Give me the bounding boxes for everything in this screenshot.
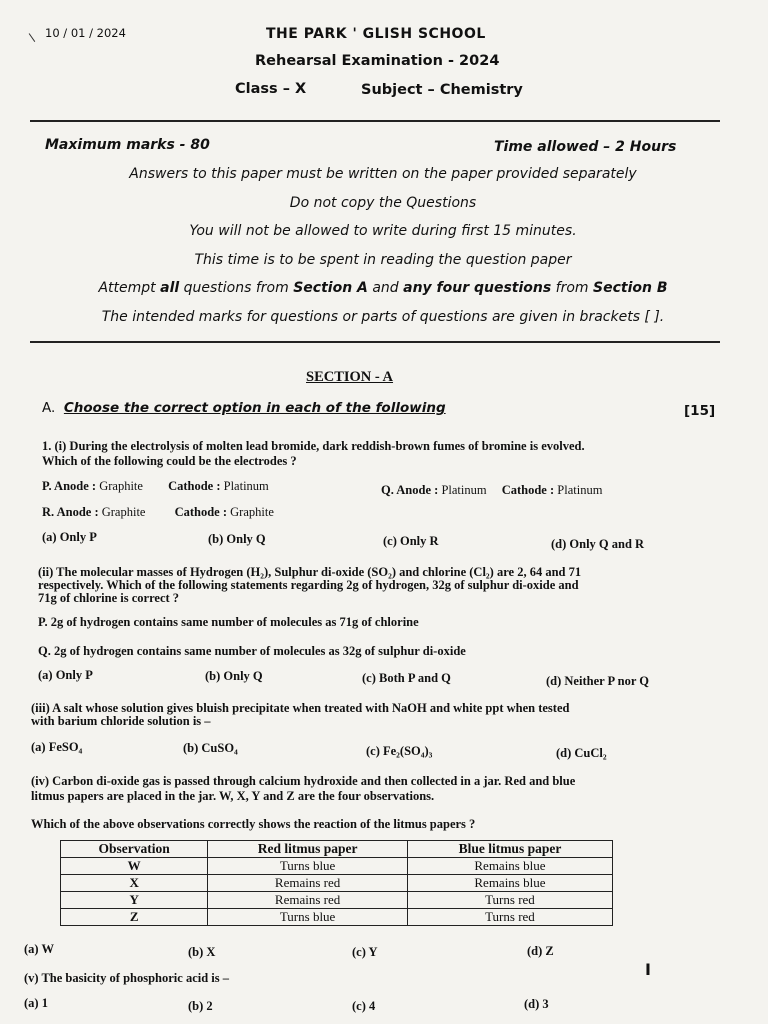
question-stem: litmus papers are placed in the jar. W, X, Y and Z are the four observations. [31, 789, 435, 803]
marks-note: The intended marks for questions or parts of questions are given in brackets [ ]. [101, 309, 665, 325]
column-header: Blue litmus paper [407, 841, 612, 858]
section-title: SECTION - A [306, 369, 394, 385]
option-d: (d) Only Q and R [551, 537, 645, 551]
option-c: (c) Fe₂(SO₄)₃ [366, 744, 433, 758]
margin-mark: I [645, 960, 651, 979]
instruction-line: Do not copy the Questions [289, 195, 477, 211]
option-c: (c) 4 [352, 999, 376, 1013]
question-stem: Which of the above observations correctly shows the reaction of the litmus papers ? [31, 817, 476, 831]
option-c: (c) Only R [383, 534, 439, 548]
max-marks: Maximum marks - 80 [45, 137, 210, 153]
option-b: (b) X [188, 945, 216, 959]
instruction-line: You will not be allowed to write during first 15 minutes. [189, 223, 577, 239]
electrode-pair-r: R. Anode : Graphite Cathode : Graphite [42, 505, 274, 519]
electrode-pair-p: P. Anode : Graphite Cathode : Platinum [42, 479, 269, 493]
table-cell: Turns red [407, 892, 612, 909]
school-name: THE PARK ' GLISH SCHOOL [266, 26, 486, 42]
statement-q: Q. 2g of hydrogen contains same number of molecules as 32g of sulphur di-oxide [38, 644, 466, 658]
table-cell: Remains red [208, 875, 408, 892]
table-cell: W [61, 858, 208, 875]
option-b: (b) 2 [188, 999, 213, 1013]
option-a: (a) Only P [42, 530, 97, 544]
subject-label: Subject – Chemistry [361, 82, 523, 98]
option-a: (a) W [24, 942, 54, 956]
section-marks: [15] [684, 403, 716, 419]
table-cell: Turns red [407, 909, 612, 926]
question-stem: (v) The basicity of phosphoric acid is – [24, 971, 229, 985]
column-header: Red litmus paper [208, 841, 408, 858]
question-stem: with barium chloride solution is – [31, 714, 211, 728]
question-stem: Which of the following could be the electrodes ? [42, 454, 297, 468]
option-c: (c) Both P and Q [362, 671, 451, 685]
table-row [61, 909, 613, 926]
option-b: (b) CuSO₄ [183, 741, 238, 755]
table-cell: Remains blue [407, 858, 612, 875]
table-header-row [61, 841, 613, 858]
question-stem: (iv) Carbon di-oxide gas is passed through calcium hydroxide and then collected in a jar. Red and blue [31, 774, 576, 788]
section-heading: A. Choose the correct option in each of the following [42, 400, 446, 416]
question-stem: (iii) A salt whose solution gives bluish precipitate when treated with NaOH and white ppt when tested [31, 701, 570, 715]
instructions-divider [30, 341, 720, 343]
question-stem: (ii) The molecular masses of Hydrogen (H₂), Sulphur di-oxide (SO₂) and chlorine (Cl₂) are 2, 64 and 71 [38, 565, 582, 579]
option-a: (a) Only P [38, 668, 93, 682]
instruction-line: This time is to be spent in reading the question paper [194, 252, 572, 268]
option-c: (c) Y [352, 945, 378, 959]
table-cell: Turns blue [208, 858, 408, 875]
option-d: (d) Neither P nor Q [546, 674, 650, 688]
question-stem: respectively. Which of the following statements regarding 2g of hydrogen, 32g of sulphur di-oxide and [38, 578, 579, 592]
option-b: (b) Only Q [208, 532, 266, 546]
table-row [61, 858, 613, 875]
table-cell: Remains blue [407, 875, 612, 892]
instruction-line: Answers to this paper must be written on the paper provided separately [129, 166, 637, 182]
exam-title: Rehearsal Examination - 2024 [255, 53, 500, 69]
table-cell: X [61, 875, 208, 892]
exam-date: 10 / 01 / 2024 [45, 26, 126, 40]
table-cell: Z [61, 909, 208, 926]
option-d: (d) 3 [524, 997, 549, 1011]
class-label: Class – X [235, 81, 307, 97]
option-a: (a) FeSO₄ [31, 740, 83, 754]
table-cell: Turns blue [208, 909, 408, 926]
table-cell: Remains red [208, 892, 408, 909]
header-divider [30, 120, 720, 122]
table-cell: Y [61, 892, 208, 909]
column-header: Observation [61, 841, 208, 858]
electrode-pair-q: Q. Anode : Platinum Cathode : Platinum [381, 483, 603, 497]
table-row [61, 892, 613, 909]
question-stem: 1. (i) During the electrolysis of molten lead bromide, dark reddish-brown fumes of bromine is evolved. [42, 439, 585, 453]
attempt-instruction: Attempt all questions from Section A and any four questions from Section B [98, 280, 668, 296]
time-allowed: Time allowed – 2 Hours [494, 139, 677, 155]
option-b: (b) Only Q [205, 669, 263, 683]
question-stem: 71g of chlorine is correct ? [38, 591, 180, 605]
table-row [61, 875, 613, 892]
option-d: (d) Z [527, 944, 554, 958]
statement-p: P. 2g of hydrogen contains same number of molecules as 71g of chlorine [38, 615, 419, 629]
option-a: (a) 1 [24, 996, 48, 1010]
observations-table [60, 840, 613, 926]
option-d: (d) CuCl₂ [556, 746, 607, 760]
